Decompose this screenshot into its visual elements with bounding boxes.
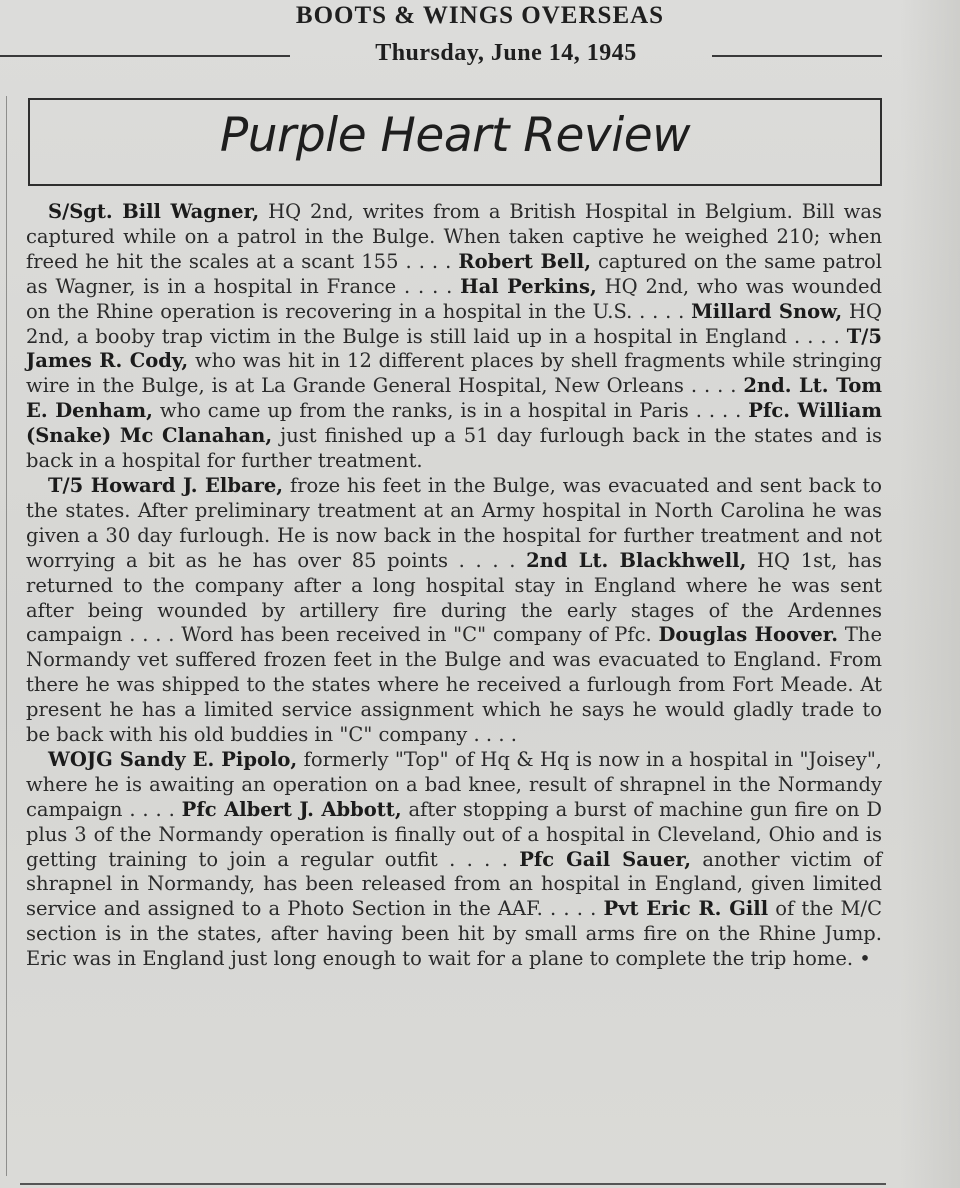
soldier-name: T/5 Howard J. Elbare, — [48, 473, 284, 497]
bottom-rule — [20, 1183, 886, 1185]
article-text: after stopping a burst of machine gun fire on D plus 3 of the Normandy operation is finally out of a hospital in Cleveland, Ohio and is getting training to join a regular outfit . . . . — [26, 797, 882, 871]
soldier-name: Hal Perkins, — [460, 274, 597, 298]
article-text: HQ 2nd, who was wounded on the Rhine operation is recovering in a hospital in the U.S. . . . . — [26, 274, 882, 323]
soldier-name: Pfc Albert J. Abbott, — [181, 797, 402, 821]
masthead: BOOTS & WINGS OVERSEAS — [295, 2, 665, 29]
soldier-name: Robert Bell, — [458, 249, 591, 273]
article-text: The Normandy vet suffered frozen feet in the Bulge and was evacuated to England. From there he was shipped to the states where he received a furlough from Fort Meade. At present he has a limited service assignment which he says he would gladly trade to be back with his old buddies in "C" company . . . . — [26, 623, 882, 747]
soldier-name: Douglas Hoover. — [658, 623, 839, 647]
soldier-name: Pfc. William (Snake) Mc Clanahan, — [26, 399, 882, 448]
paper-edge-shadow — [900, 0, 960, 1188]
article-text: HQ 2nd, a booby trap victim in the Bulge is still laid up in a hospital in England . . . . — [26, 299, 882, 348]
soldier-name: S/Sgt. Bill Wagner, — [48, 200, 260, 223]
article-text: another victim of shrapnel in Normandy, has been released from an hospital in England, given limited service and assigned to a Photo Section in the AAF. . . . . — [26, 847, 882, 921]
article-text: formerly "Top" of Hq & Hq is now in a hospital in "Joisey", where he is awaiting an operation on a bad knee, result of shrapnel in the Normandy campaign . . . . — [26, 747, 883, 821]
article-text: who came up from the ranks, is in a hospital in Paris . . . . — [152, 399, 749, 423]
article-text: froze his feet in the Bulge, was evacuated and sent back to the states. After preliminary treatment at an Army hospital in North Carolina he was given a 30 day furlough. He is now back in the hospital for further treatment and not worrying a bit as he has over 85 points . . . . — [26, 473, 882, 572]
soldier-name: Pvt Eric R. Gill — [603, 897, 769, 921]
article-text: HQ 1st, has returned to the company after a long hospital stay in England where he was sent after being wounded by artillery fire during the early stages of the Ardennes campaign . . . . Word has been received in "C" company of Pfc. — [26, 548, 882, 647]
dateline-rule-left — [0, 55, 290, 57]
article-paragraph — [26, 474, 882, 748]
soldier-name: Millard Snow, — [691, 299, 843, 323]
soldier-name: WOJG Sandy E. Pipolo, — [48, 747, 298, 771]
article-text: HQ 2nd, writes from a British Hospital in Belgium. Bill was captured while on a patrol in the Bulge. When taken captive he weighed 210; when freed he hit the scales at a scant 155 . . . . — [26, 200, 883, 273]
dateline-bar — [0, 40, 960, 72]
soldier-name: 2nd. Lt. Tom E. Denham, — [26, 374, 882, 423]
article-paragraph — [26, 748, 882, 972]
article-text: of the M/C section is in the states, after having been hit by small arms fire on the Rhine Jump. Eric was in England just long enough to wait for a plane to complete the trip home. • — [26, 897, 882, 971]
article-text: just finished up a 51 day furlough back in the states and is back in a hospital for further treatment. — [26, 424, 882, 473]
article-paragraph — [26, 200, 882, 474]
soldier-name: T/5 James R. Cody, — [26, 324, 882, 373]
dateline: Thursday, June 14, 1945 — [375, 40, 637, 66]
margin-line — [6, 96, 7, 1176]
dateline-rule-right — [712, 55, 882, 57]
article-body — [26, 200, 882, 972]
soldier-name: Pfc Gail Sauer, — [519, 847, 692, 871]
article-title: Purple Heart Review — [219, 108, 691, 163]
article-text: captured on the same patrol as Wagner, is in a hospital in France . . . . — [26, 249, 882, 298]
article-text: who was hit in 12 different places by shell fragments while stringing wire in the Bulge, is at La Grande General Hospital, New Orleans . . . . — [26, 349, 882, 398]
title-box — [28, 98, 882, 186]
soldier-name: 2nd Lt. Blackhwell, — [526, 548, 747, 572]
